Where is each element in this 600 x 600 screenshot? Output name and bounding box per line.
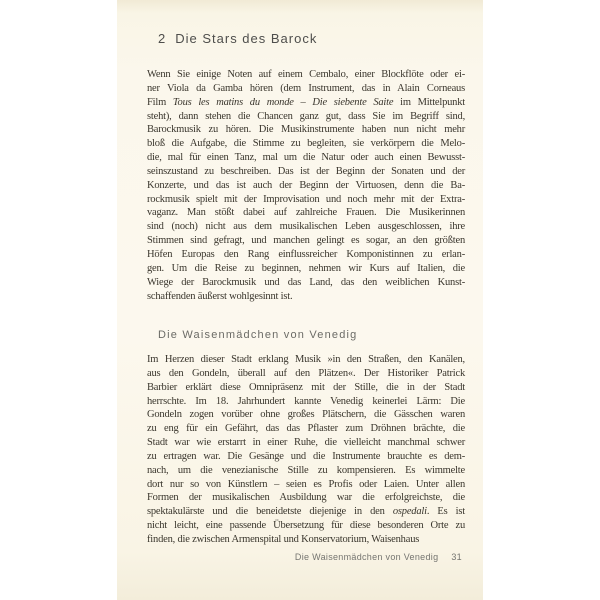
text-line xyxy=(147,353,465,367)
text-line xyxy=(147,422,465,436)
text-line xyxy=(147,367,465,381)
text-line xyxy=(147,395,465,409)
text-line xyxy=(147,505,465,519)
text-segment: sind (noch) nicht aus dem musikalischen Leben ausgeschlossen, ihre xyxy=(147,221,465,233)
text-segment: vaganz. Man stößt dabei auf zahlreiche Frauen. Die Musikerinnen xyxy=(147,207,465,219)
text-segment: finden, die zwischen Armenspital und Konservatorium, Waisenhaus xyxy=(147,533,420,545)
book-page xyxy=(117,0,483,600)
page-number: 31 xyxy=(451,552,462,562)
text-segment: gen. Um die Reise zu beginnen, nehmen wir Kurs auf Italien, die xyxy=(147,262,465,274)
text-line xyxy=(147,436,465,450)
text-segment: Stadt war wie erstarrt in einer Ruhe, die vielleicht manchmal schwer xyxy=(147,437,465,449)
text-line xyxy=(147,151,465,165)
text-segment: ner Viola da Gamba hören (dem Instrument, das in Alain Corneaus xyxy=(147,82,465,94)
text-segment: Wiege der Barockmusik und das Land, das den weiblichen Kunst- xyxy=(147,276,465,288)
text-line xyxy=(147,234,465,248)
text-line xyxy=(147,262,465,276)
text-line xyxy=(147,491,465,505)
text-segment: steht), dann stehen die Chancen ganz gut, dass Sie im Begriff sind, xyxy=(147,110,465,122)
text-line xyxy=(147,82,465,96)
text-line xyxy=(147,206,465,220)
text-segment: Gondeln zogen vorüber ohne großes Plätschern, die Gässchen waren xyxy=(147,409,465,421)
text-segment: nach, um die venezianische Stille zu kompensieren. Es wimmelte xyxy=(147,464,465,476)
text-segment: Höfen Europas den Rang einflussreicher Komponistinnen zu erlan- xyxy=(147,248,465,260)
text-segment: bloß die Aufgabe, die Stimme zu begleiten, sie verkörpern die Melo- xyxy=(147,138,465,150)
paragraph-intro xyxy=(147,68,465,303)
text-segment: Film xyxy=(147,96,173,108)
text-segment: spektakulärste und die beneidetste diejenige in den xyxy=(147,506,393,518)
text-line xyxy=(147,123,465,137)
page-footer xyxy=(295,552,462,562)
italic-text: Tous les matins du monde – Die siebente Saite xyxy=(172,96,394,108)
text-line xyxy=(147,193,465,207)
text-line xyxy=(147,165,465,179)
text-line xyxy=(147,137,465,151)
text-segment: Konzerte, und das ist auch der Beginn der Virtuosen, denn die Ba- xyxy=(147,179,465,191)
chapter-number: 2 xyxy=(158,31,167,46)
text-segment: nicht leicht, eine passende Übersetzung für diese besonderen Orte zu xyxy=(147,520,465,532)
text-line xyxy=(147,478,465,492)
text-line xyxy=(147,110,465,124)
text-segment: aus den Gondeln, überall auf den Plätzen«. Der Historiker Patrick xyxy=(147,367,465,379)
text-segment: schaffenden äußerst wohlgesinnt ist. xyxy=(147,290,293,302)
paragraph-venice xyxy=(147,353,465,547)
text-segment: seinszustand zu beschreiben. Das ist der Beginn der Sonaten und der xyxy=(147,165,465,177)
text-segment: Wenn Sie einige Noten auf einem Cembalo, einer Blockflöte oder ei- xyxy=(147,69,465,80)
text-segment: rockmusik spielt mit der Improvisation und noch mehr mit der Extra- xyxy=(147,193,465,205)
text-line xyxy=(147,248,465,262)
text-line xyxy=(147,533,465,547)
chapter-title: Die Stars des Barock xyxy=(175,31,318,46)
text-segment: die, mal für einen Tanz, mal um die Natur oder auch einen Bewusst- xyxy=(147,152,465,164)
chapter-heading xyxy=(158,31,317,46)
text-segment: zu eng für ein Gefährt, das das Pflaster zum Dröhnen brächte, die xyxy=(147,423,465,435)
text-segment: . Es ist xyxy=(426,506,466,518)
italic-text: ospedali xyxy=(392,506,427,518)
text-line xyxy=(147,276,465,290)
text-line xyxy=(147,381,465,395)
text-segment: im Mittelpunkt xyxy=(393,96,466,108)
text-line xyxy=(147,290,465,304)
text-segment: Barbier erklärt diese Omnipräsenz mit der Stille, die in der Stadt xyxy=(147,381,465,393)
text-line xyxy=(147,68,465,82)
text-line xyxy=(147,464,465,478)
text-segment: Formen der musikalischen Ausbildung war die erfolgreichste, die xyxy=(147,492,465,504)
text-segment: dort nur so von Künstlern – seien es Profis oder Laien. Unter allen xyxy=(147,478,465,490)
text-segment: Barockmusik zu hören. Die Musikinstrumente haben nun nicht mehr xyxy=(147,124,465,136)
text-segment: Stimmen sind gefragt, und manchen gelingt es sogar, an den größten xyxy=(147,235,465,247)
text-line xyxy=(147,450,465,464)
text-segment: Im Herzen dieser Stadt erklang Musik »in den Straßen, den Kanälen, xyxy=(147,354,465,365)
text-line xyxy=(147,408,465,422)
text-line xyxy=(147,96,465,110)
text-segment: herrschte. Im 18. Jahrhundert kannte Venedig keinerlei Lärm: Die xyxy=(147,395,465,407)
running-title: Die Waisenmädchen von Venedig xyxy=(294,552,439,562)
text-segment: zu ertragen war. Die Gesänge und die Instrumente brauchte es dem- xyxy=(147,450,465,462)
section-heading: Die Waisenmädchen von Venedig xyxy=(158,329,358,341)
text-line xyxy=(147,220,465,234)
text-line xyxy=(147,179,465,193)
text-line xyxy=(147,519,465,533)
